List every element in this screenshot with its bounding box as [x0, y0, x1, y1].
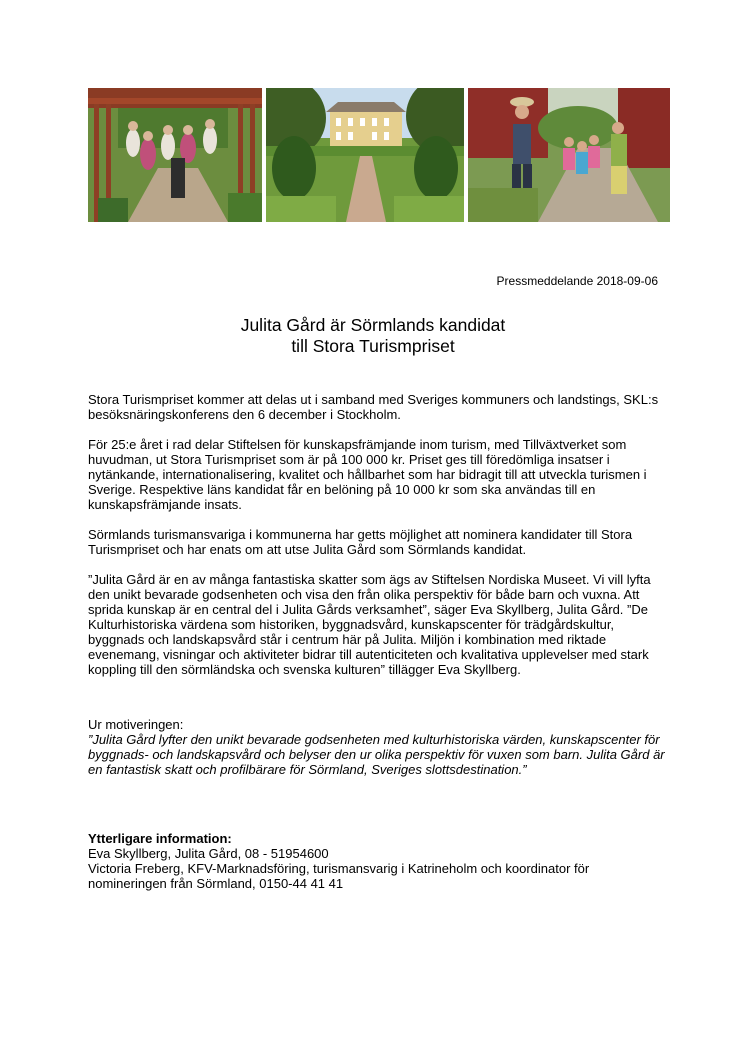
- paragraph-2: För 25:e året i rad delar Stiftelsen för kunskapsfrämjande inom turism, med Tillväxtverket som huvudman, ut Stora Turismpriset som är på 100 000 kr. Priset ges till föredömliga insatser i nytänkande, internationalisering, kvalitet och hållbarhet som har bidragit till att utveckla turismen i Sverige. Respektive läns kandidat får en belöning på 10 000 kr som ska användas till en kunskapsfrämjande insats.: [88, 437, 647, 512]
- motivation-heading: Ur motiveringen:: [88, 717, 184, 732]
- title-line-1: Julita Gård är Sörmlands kandidat: [240, 315, 506, 335]
- photo-garden-walk: [88, 88, 262, 222]
- contact-line-1: Eva Skyllberg, Julita Gård, 08 - 51954600: [88, 846, 329, 861]
- paragraph-4: ”Julita Gård är en av många fantastiska skatter som ägs av Stiftelsen Nordiska Museet. Vi vill lyfta den unikt bevarade godsenheten och visa den från olika perspektiv för både barn och vuxna. Att sprida kunskap är en central del i Julita Gårds verksamhet”, säger Eva Skyllberg, Julita Gård. ”De Kulturhistoriska värdena som historiken, byggnadsvård, kunskapscenter för trädgårdskultur, byggnads och landskapsvård står i centrum här på Julita. Miljön i kombination med riktade evenemang, visningar och aktiviteter bidrar till autenticiteten och kvalitativa upplevelser med stark koppling till den sörmländska och svenska kulturen” tillägger Eva Skyllberg.: [88, 572, 651, 677]
- photo-strip: [88, 88, 670, 222]
- photo-manor-house: [266, 88, 464, 222]
- paragraph-1: Stora Turismpriset kommer att delas ut i samband med Sveriges kommuners och landstings, SKL:s besöksnäringskonferens den 6 december i Stockholm.: [88, 392, 659, 422]
- press-release-date: Pressmeddelande 2018-09-06: [496, 274, 658, 288]
- motivation-quote: ”Julita Gård lyfter den unikt bevarade godsenheten med kulturhistoriska värden, kunskapscenter för byggnads- och landskapsvård och belyser den ur olika perspektiv för vuxen som barn. Julita Gård är en fantastisk skatt och profilbärare för Sörmland, Sveriges slottsdestination.”: [88, 732, 665, 777]
- paragraph-3: Sörmlands turismansvariga i kommunerna har getts möjlighet att nominera kandidater till Stora Turismpriset och har enats om att utse Julita Gård som Sörmlands kandidat.: [88, 527, 633, 557]
- page-title: [88, 315, 658, 357]
- contact-line-2: Victoria Freberg, KFV-Marknadsföring, turismansvarig i Katrineholm och koordinator för nomineringen från Sörmland, 0150-44 41 41: [88, 861, 590, 891]
- contact-heading: Ytterligare information:: [88, 831, 232, 846]
- title-line-2: till Stora Turismpriset: [291, 336, 455, 356]
- body-text: [88, 392, 670, 891]
- photo-farm-procession: [468, 88, 670, 222]
